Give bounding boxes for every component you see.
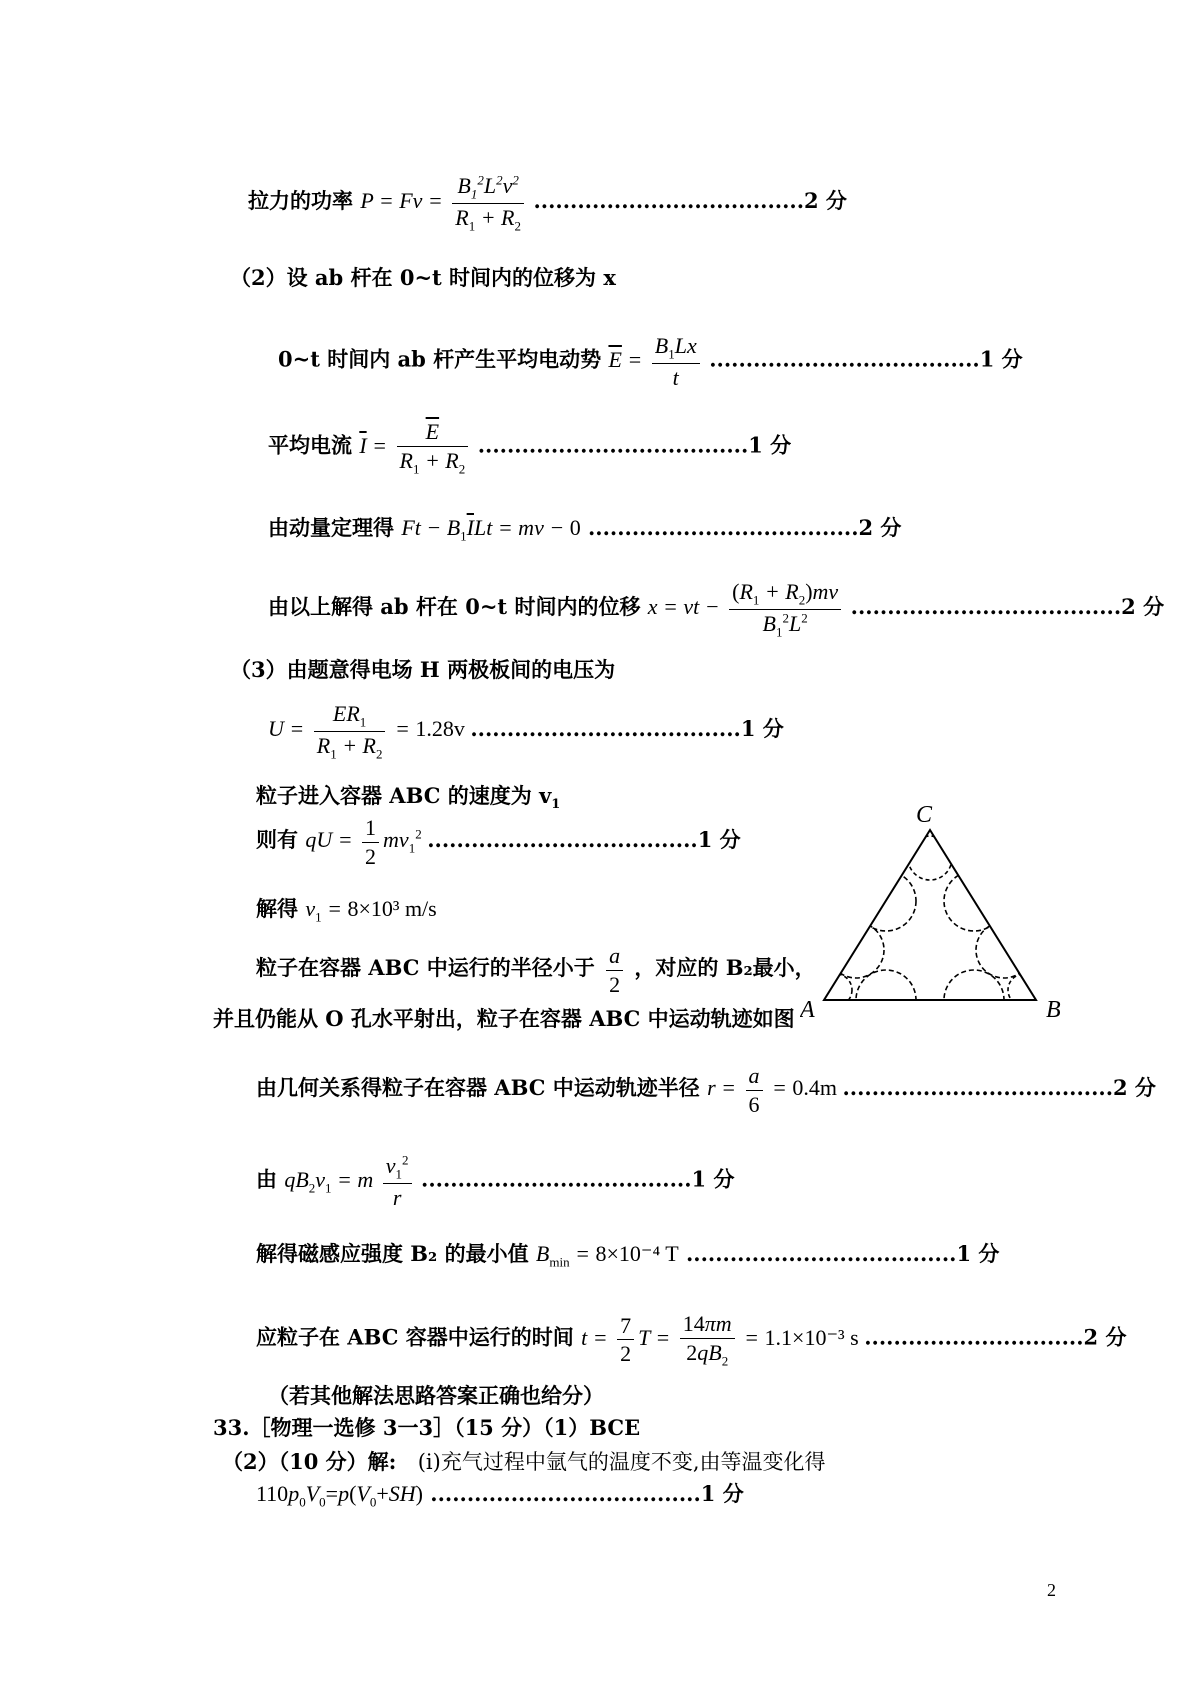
- part3-heading: （3）由题意得电场 H 两极板间的电压为: [230, 657, 616, 682]
- q33-part2-line: （2）（10 分）解: (i)充气过程中氩气的温度不变,由等温变化得: [222, 1449, 826, 1474]
- momentum-line: 由动量定理得 $Ft - B_1\overline{I}Lt$ = mv − 0 .....................................2 分: [268, 515, 902, 544]
- lorentz-line: 由 $qB_2v_1 = m$ $\frac{v_1^2}{r}$ .....................................1 分: [256, 1152, 735, 1210]
- power-line: 拉力的功率 P = Fv = $\frac{B_1^2L^2v^2}{R_1 + R_2}$ .....................................2 分: [248, 172, 847, 234]
- alternative-note: （若其他解法思路答案正确也给分）: [268, 1383, 604, 1408]
- power-formula: P = Fv = $\frac{B_1^2L^2v^2}{R_1 + R_2}$: [360, 188, 533, 213]
- part2-heading: （2）设 ab 杆在 0~t 时间内的位移为 x: [230, 265, 616, 290]
- bmin-line: 解得磁感应强度 B₂ 的最小值 $B_{min} = 8\times 10^{-4}$ T .....................................1 分: [256, 1241, 1000, 1270]
- isothermal-line: $110p_0V_0=p(V_0+SH)$ .....................................1 分: [256, 1481, 744, 1510]
- energy-line: 则有 qU = $\frac{1}{2}$ $mv_1^2$ .....................................1 分: [256, 815, 741, 869]
- trajectory-line: 并且仍能从 O 孔水平射出，粒子在容器 ABC 中运动轨迹如图: [213, 1006, 795, 1031]
- current-formula: $\overline{I}$ = $\frac{\overline{E}}{R_1 + R_2}$: [359, 433, 477, 458]
- radius-line: 由几何关系得粒子在容器 ABC 中运动轨迹半径 r = $\frac{a}{6}$ = 0.4m .....................................2 分: [256, 1063, 1156, 1117]
- emf-formula: $\overline{E}$ = $\frac{B_1Lx}{t}$: [608, 347, 709, 372]
- label-b: B: [1046, 997, 1061, 1023]
- bmin-formula: $B_{min} = 8\times 10^{-4}$ T: [535, 1241, 679, 1270]
- arc-top: [908, 836, 952, 880]
- voltage-line: U = $\frac{ER_1}{R_1 + R_2}$ = 1.28v .....................................1 分: [268, 701, 784, 762]
- current-line: 平均电流 $\overline{I}$ = $\frac{\overline{E}}{R_1 + R_2}$ .....................................1 分: [268, 419, 792, 476]
- arc-corner-b: [1008, 974, 1040, 1006]
- v1-result-line: 解得 $v_1 = 8\times 10^3$ m/s: [256, 896, 437, 925]
- q33-heading: 33.［物理一选修 3一3］（15 分）（1）BCE: [213, 1415, 641, 1440]
- energy-formula: qU = $\frac{1}{2}$ $mv_1^2$: [305, 815, 422, 869]
- emf-line: 0~t 时间内 ab 杆产生平均电动势 $\overline{E}$ = $\frac{B_1Lx}{t}$ .....................................1 分: [278, 333, 1023, 390]
- displacement-line: 由以上解得 ab 杆在 0~t 时间内的位移 x = vt − $\frac{(R_1 + R_2)mv}{B_1^2L^2}$ .....................................2 分: [268, 579, 1165, 640]
- triangle-outline: [824, 830, 1036, 1000]
- time-formula: t = $\frac{7}{2}$ T = $\frac{14\pi m}{2qB_2}$ = 1.1×10⁻³ s: [581, 1311, 859, 1368]
- page-number: 2: [1047, 1580, 1056, 1600]
- time-line: 应粒子在 ABC 容器中运行的时间 t = $\frac{7}{2}$ T = $\frac{14\pi m}{2qB_2}$ = 1.1×10⁻³ s ..............................2 分: [256, 1311, 1127, 1368]
- triangle-trajectory-diagram: [800, 800, 1070, 1030]
- radius-formula: r = $\frac{a}{6}$ = 0.4m: [707, 1063, 837, 1117]
- momentum-formula: $Ft - B_1\overline{I}Lt$ = mv − 0: [401, 515, 581, 544]
- lorentz-formula: $qB_2v_1 = m$ $\frac{v_1^2}{r}$: [284, 1167, 421, 1192]
- arc-corner-a: [820, 974, 852, 1006]
- displacement-formula: x = vt − $\frac{(R_1 + R_2)mv}{B_1^2L^2}$: [648, 594, 851, 619]
- label-a: A: [800, 997, 815, 1023]
- voltage-formula: U = $\frac{ER_1}{R_1 + R_2}$ = 1.28v: [268, 701, 465, 762]
- velocity-intro: 粒子进入容器 ABC 的速度为 $v_1$: [256, 783, 561, 813]
- label-c: C: [916, 802, 933, 828]
- radius-condition-line: 粒子在容器 ABC 中运行的半径小于 $\frac{a}{2}$ ，对应的 B₂最小，: [256, 943, 816, 997]
